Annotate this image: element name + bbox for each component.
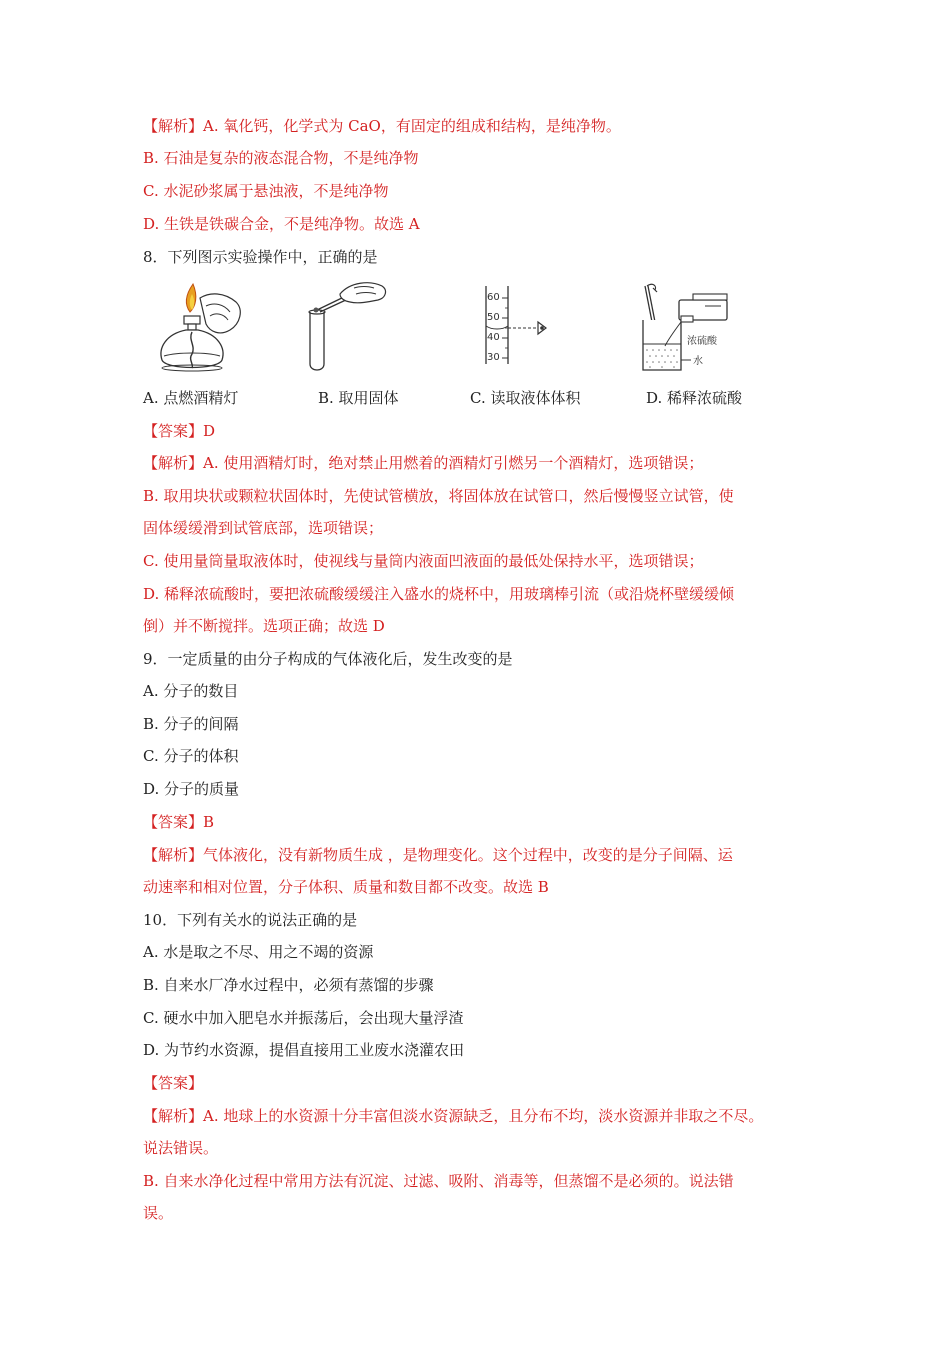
q7-explanation-b: B. 石油是复杂的液态混合物，不是纯净物: [143, 149, 419, 167]
q8-explanation-a: 【解析】A. 使用酒精灯时，绝对禁止用燃着的酒精灯引燃另一个酒精灯，选项错误；: [143, 454, 704, 472]
q7-explanation-d: D. 生铁是铁碳合金，不是纯净物。故选 A: [143, 215, 420, 233]
q9-explanation-1: 【解析】气体液化，没有新物质生成 ，是物理变化。这个过程中，改变的是分子间隔、运: [143, 846, 733, 864]
q9-answer: 【答案】B: [143, 813, 215, 831]
q10-option-b: B. 自来水厂净水过程中，必须有蒸馏的步骤: [143, 976, 434, 994]
q8-explanation-b2: 固体缓缓滑到试管底部，选项错误；: [143, 519, 384, 537]
cylinder-tick-40: 40: [487, 332, 500, 343]
q10-explanation-a1: 【解析】A. 地球上的水资源十分丰富但淡水资源缺乏，且分布不均，淡水资源并非取之不尽。: [143, 1107, 764, 1125]
q8-figures: [140, 276, 820, 376]
q9-explanation-2: 动速率和相对位置，分子体积、质量和数目都不改变。故选 B: [143, 878, 549, 896]
q9-option-c: C. 分子的体积: [143, 747, 239, 765]
q9-option-a: A. 分子的数目: [143, 682, 239, 700]
caption-c: C. 读取液体体积: [470, 389, 581, 407]
q10-explanation-a2: 说法错误。: [143, 1139, 219, 1157]
dilution-figure: [635, 276, 745, 376]
q10-option-a: A. 水是取之不尽、用之不竭的资源: [143, 943, 374, 961]
q9-option-d: D. 分子的质量: [143, 780, 240, 798]
q8-explanation-b1: B. 取用块状或颗粒状固体时，先使试管横放，将固体放在试管口，然后慢慢竖立试管，使: [143, 487, 734, 505]
caption-d: D. 稀释浓硫酸: [646, 389, 743, 407]
test-tube-figure: [300, 276, 400, 376]
measuring-cylinder-figure: [478, 276, 578, 376]
caption-b: B. 取用固体: [318, 389, 399, 407]
q7-explanation-a: 【解析】A. 氧化钙，化学式为 CaO，有固定的组成和结构，是纯净物。: [143, 117, 621, 135]
q7-explanation-c: C. 水泥砂浆属于悬浊液，不是纯净物: [143, 182, 389, 200]
caption-a: A. 点燃酒精灯: [143, 389, 239, 407]
cylinder-tick-50: 50: [487, 312, 500, 323]
q8-explanation-c: C. 使用量筒量取液体时，使视线与量筒内液面凹液面的最低处保持水平，选项错误；: [143, 552, 704, 570]
q8-question: 8．下列图示实验操作中，正确的是: [143, 248, 378, 266]
cylinder-tick-30: 30: [487, 352, 500, 363]
q9-option-b: B. 分子的间隔: [143, 715, 239, 733]
q10-option-c: C. 硬水中加入肥皂水并振荡后，会出现大量浮渣: [143, 1009, 464, 1027]
q10-explanation-b2: 误。: [143, 1204, 174, 1222]
q10-explanation-b1: B. 自来水净化过程中常用方法有沉淀、过滤、吸附、消毒等，但蒸馏不是必须的。说法错: [143, 1172, 734, 1190]
q8-explanation-d2: 倒）并不断搅拌。选项正确；故选 D: [143, 617, 385, 635]
q10-option-d: D. 为节约水资源，提倡直接用工业废水浇灌农田: [143, 1041, 465, 1059]
cylinder-tick-60: 60: [487, 292, 500, 303]
q10-question: 10．下列有关水的说法正确的是: [143, 911, 358, 929]
q10-answer: 【答案】: [143, 1074, 204, 1092]
q8-explanation-d1: D. 稀释浓硫酸时，要把浓硫酸缓缓注入盛水的烧杯中，用玻璃棒引流（或沿烧杯壁缓缓倾: [143, 585, 735, 603]
alcohol-lamp-figure: [148, 276, 248, 376]
acid-label: 浓硫酸: [687, 336, 717, 347]
q8-answer: 【答案】D: [143, 422, 216, 440]
q9-question: 9．一定质量的由分子构成的气体液化后，发生改变的是: [143, 650, 513, 668]
water-label: 水: [693, 356, 703, 367]
